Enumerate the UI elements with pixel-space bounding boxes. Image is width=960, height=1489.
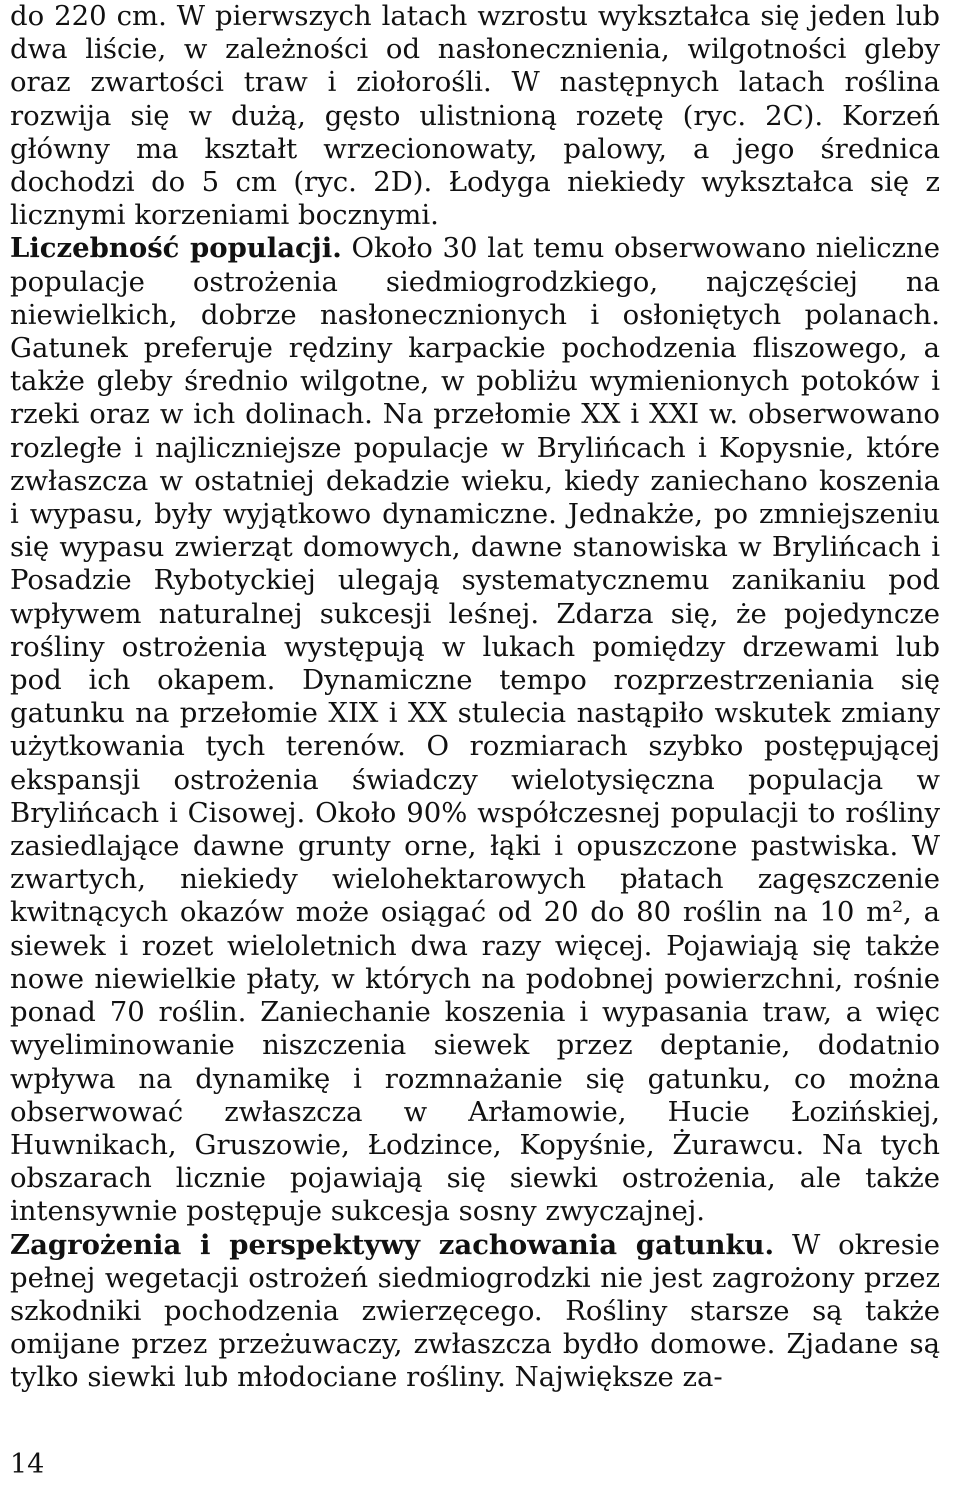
body-text: [10, 0, 940, 1395]
paragraph-text: do 220 cm. W pierwszych latach wzrostu wykształca się jeden lub dwa liście, w zależności od nasłonecznienia, wilgotności gleby oraz zwartości traw i ziołorośli. W następnych latach roślina rozwija się w dużą, gęsto ulistnioną rozetę (ryc. 2C). Korzeń główny ma kształt wrzecionowaty, palowy, a jego średnica dochodzi do 5 cm (ryc. 2D). Łodyga niekiedy wykształca się z licznymi korzeniami bocznymi.: [10, 0, 940, 232]
paragraph-population-size: [10, 232, 940, 1228]
page-number: 14: [10, 1449, 45, 1480]
document-page: [10, 0, 940, 1489]
paragraph-text: W okresie pełnej wegetacji ostrożeń siedmiogrodzki nie jest zagrożony przez szkodniki pochodzenia zwierzęcego. Rośliny starsze są także omijane przez przeżuwaczy, zwłaszcza bydło domowe. Zjadane są tylko siewki lub młodociane rośliny. Największe za-: [10, 1228, 940, 1394]
paragraph-threats: [10, 1229, 940, 1395]
paragraph-text: Około 30 lat temu obserwowano nieliczne populacje ostrożenia siedmiogrodzkiego, najczęściej na niewielkich, dobrze nasłonecznionych i osłoniętych polanach. Gatunek preferuje rędziny karpackie pochodzenia fliszowego, a także gleby średnio wilgotne, w pobliżu wymienionych potoków i rzeki oraz w ich dolinach. Na przełomie XX i XXI w. obserwowano rozległe i najliczniejsze populacje w Brylińcach i Kopysnie, które zwłaszcza w ostatniej dekadzie wieku, kiedy zaniechano koszenia i wypasu, były wyjątkowo dynamiczne. Jednakże, po zmniejszeniu się wypasu zwierząt domowych, dawne stanowiska w Brylińcach i Posadzie Rybotyckiej ulegają systematycznemu zanikaniu pod wpływem naturalnej sukcesji leśnej. Zdarza się, że pojedyncze rośliny ostrożenia występują w lukach pomiędzy drzewami lub pod ich okapem. Dynamiczne tempo rozprzestrzeniania się gatunku na przełomie XIX i XX stulecia nastąpiło wskutek zmiany użytkowania tych terenów. O rozmiarach szybko postępującej ekspansji ostrożenia świadczy wielotysięczna populacja w Brylińcach i Cisowej. Około 90% współczesnej populacji to rośliny zasiedlające dawne grunty orne, łąki i opuszczone pastwiska. W zwartych, niekiedy wielohektarowych płatach zagęszczenie kwitnących okazów może osiągać od 20 do 80 roślin na 10 m², a siewek i rozet wieloletnich dwa razy więcej. Pojawiają się także nowe niewielkie płaty, w których na podobnej powierzchni, rośnie ponad 70 roślin. Zaniechanie koszenia i wypasania traw, a więc wyeliminowanie niszczenia siewek przez deptanie, dodatnio wpływa na dynamikę i rozmnażanie się gatunku, co można obserwować zwłaszcza w Arłamowie, Hucie Łozińskiej, Huwnikach, Gruszowie, Łodzince, Kopyśnie, Żurawcu. Na tych obszarach licznie pojawiają się siewki ostrożenia, ale także intensywnie postępuje sukcesja sosny zwyczajnej.: [10, 232, 940, 1228]
paragraph-heading-threats: Zagrożenia i perspektywy zachowania gatunku.: [10, 1228, 775, 1261]
paragraph-morphology: [10, 0, 940, 232]
paragraph-heading-population: Liczebność populacji.: [10, 232, 342, 265]
